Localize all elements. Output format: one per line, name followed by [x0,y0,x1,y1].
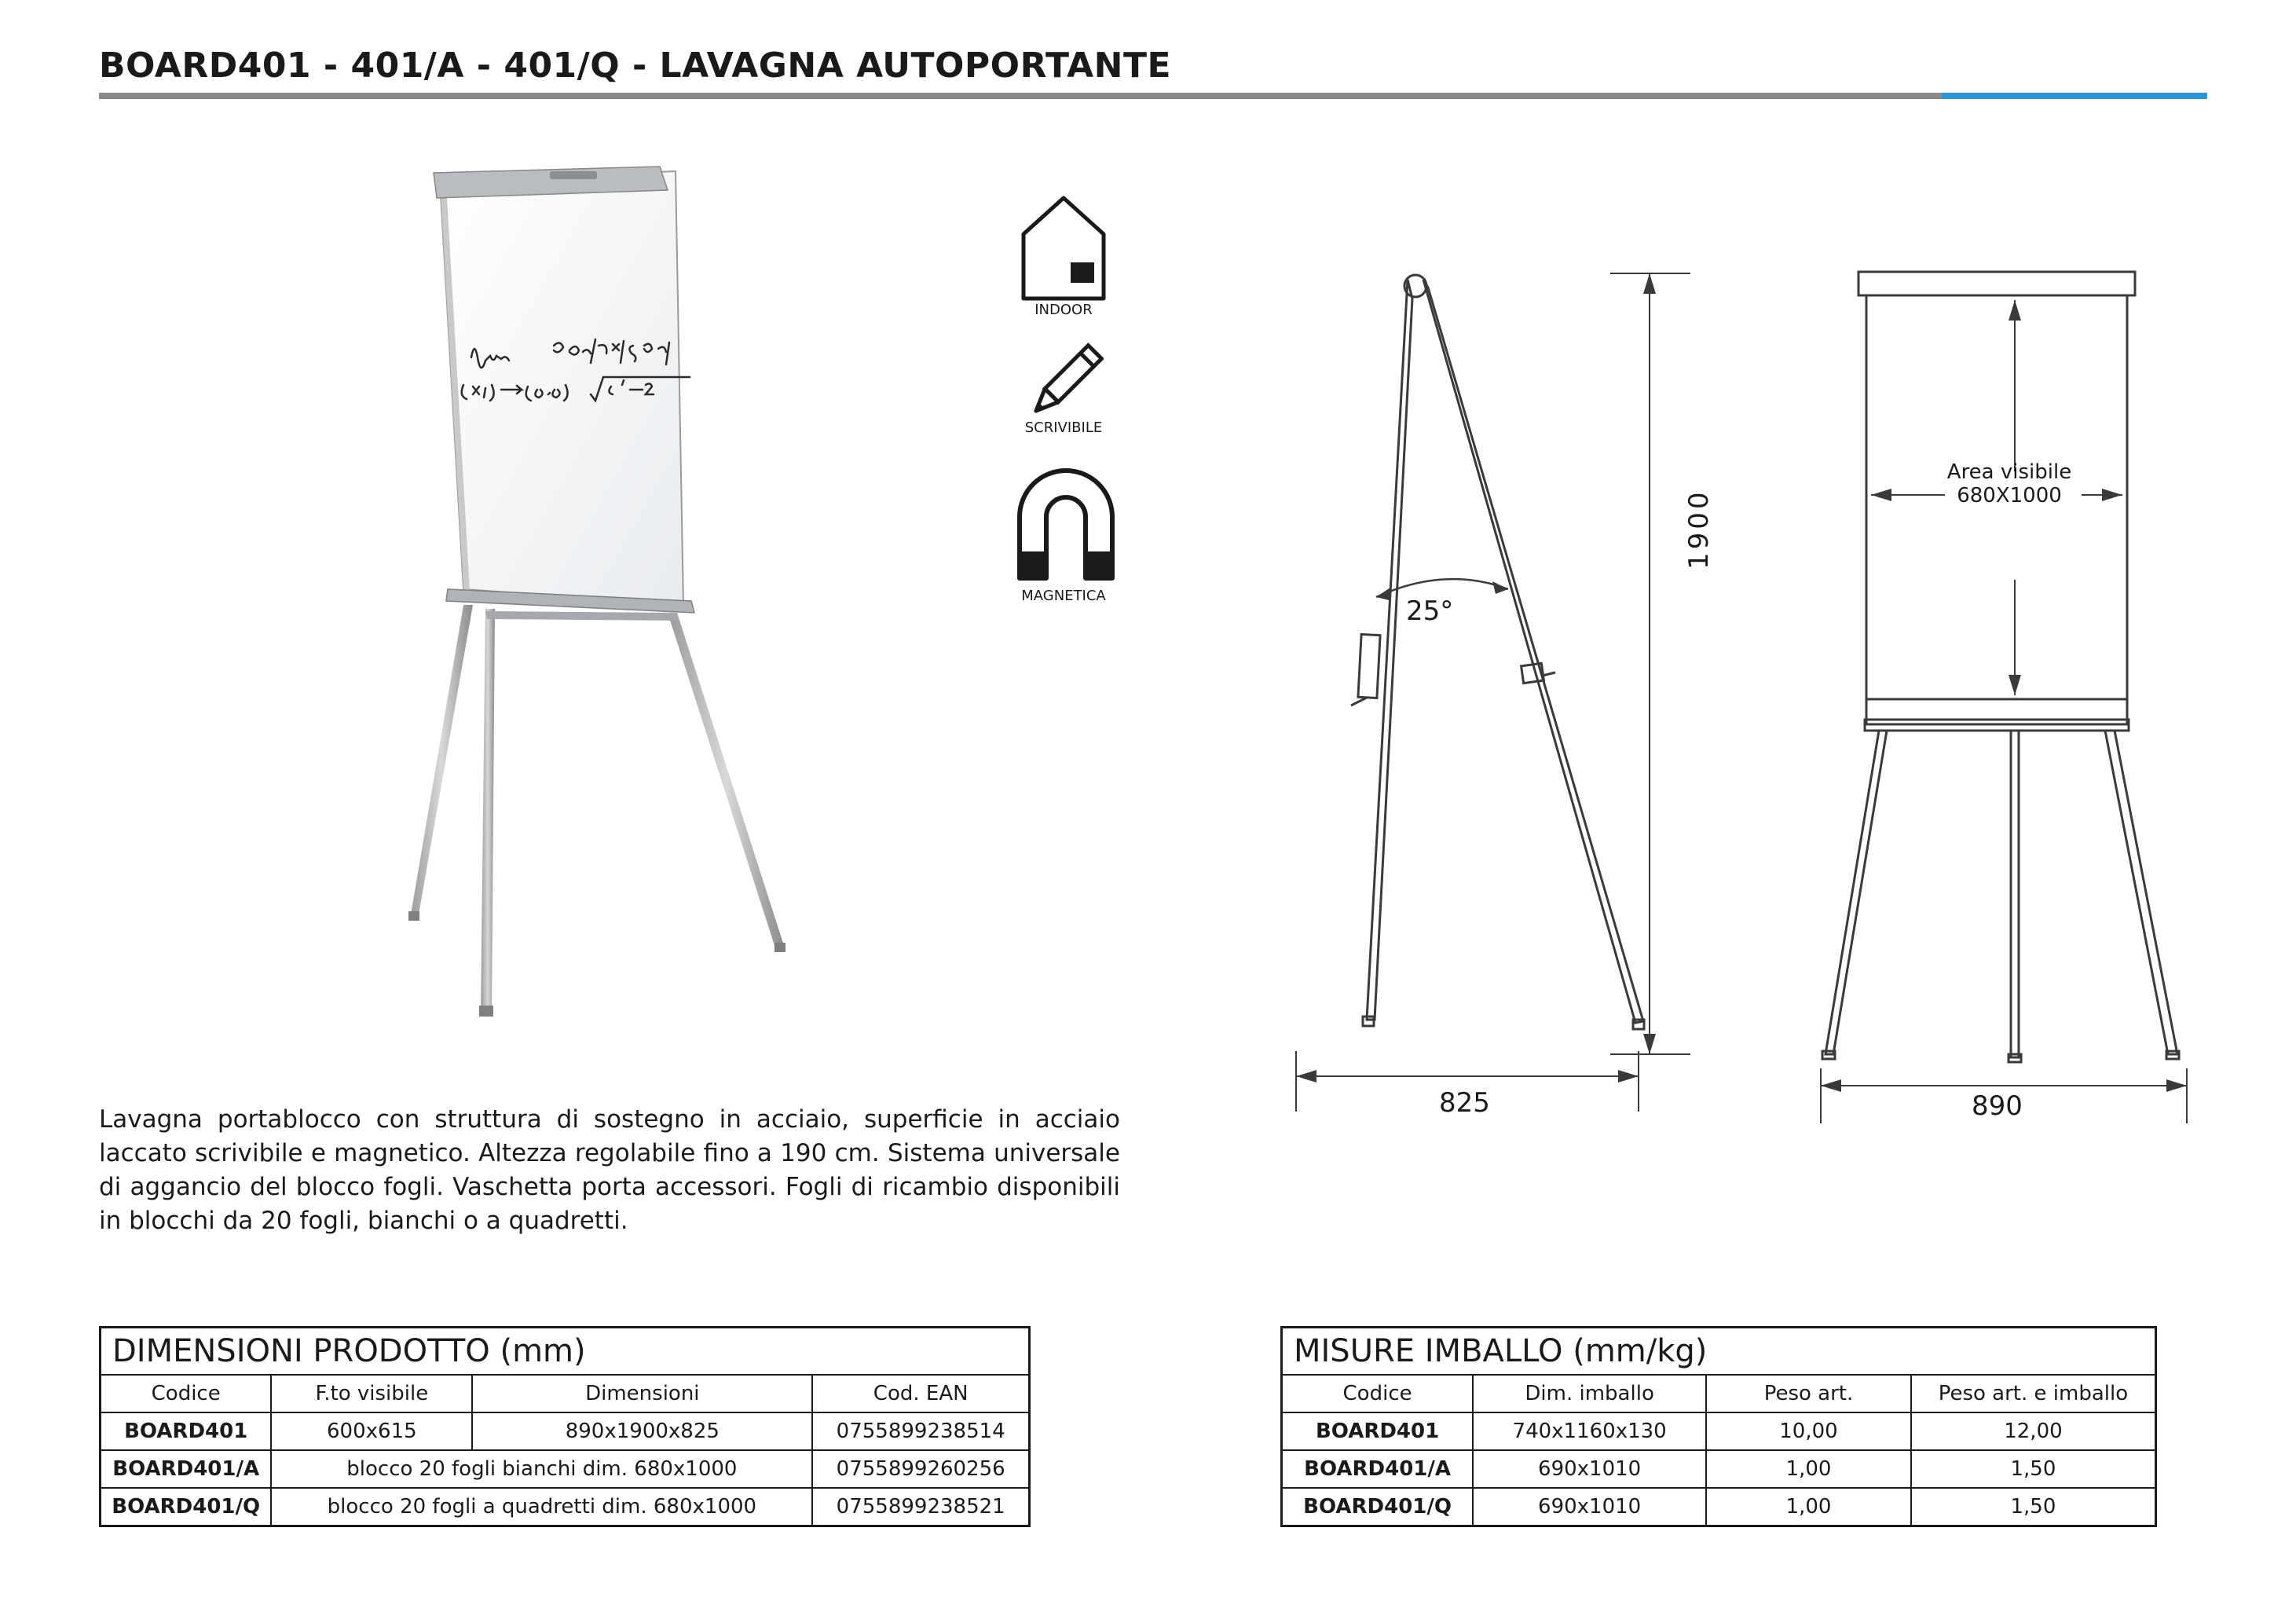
pencil-label: SCRIVIBILE [1024,419,1103,436]
package-dimensions: 740x1160x130 [1473,1412,1706,1450]
gross-weight: 12,00 [1911,1412,2156,1450]
magnet-icon [1013,462,1119,581]
package-dimensions: 690x1010 [1473,1450,1706,1488]
product-dimensions-table [99,1326,1031,1527]
pencil-icon [1025,339,1104,426]
item-weight: 1,00 [1706,1450,1911,1488]
table-row [101,1412,1030,1450]
column-header: Dim. imballo [1473,1375,1706,1412]
magnet-label: MAGNETICA [1021,588,1106,604]
product-code: BOARD401/Q [101,1488,272,1526]
indoor-icon [1019,193,1108,303]
product-description: Lavagna portablocco con struttura di sostegno in acciaio, superficie in acciaio laccato scrivibile e magnetico. Altezza regolabile fino a 190 cm. Sistema universale di aggancio del blocco fogli. Vaschetta porta accessori. Fogli di ricambio disponibili in blocchi da 20 fogli, bianchi o a quadretti. [99,1105,1120,1235]
page-title: BOARD401 - 401/A - 401/Q - LAVAGNA AUTOPORTANTE [99,46,1172,86]
side-view-drawing [1273,251,1697,1139]
column-header: Peso art. e imballo [1911,1375,2156,1412]
refill-description: blocco 20 fogli a quadretti dim. 680x1000 [271,1488,812,1526]
table-row [1282,1450,2156,1488]
item-weight: 10,00 [1706,1412,1911,1450]
gross-weight: 1,50 [1911,1488,2156,1526]
product-code: BOARD401/A [1282,1450,1474,1488]
column-header: Codice [1282,1375,1474,1412]
column-header: Cod. EAN [812,1375,1029,1412]
product-photo [346,149,801,1076]
title-rule-accent [1942,93,2207,99]
product-code: BOARD401 [1282,1412,1474,1450]
table-header-row [1282,1375,2156,1412]
front-width-label: 890 [1972,1090,2023,1122]
refill-description: blocco 20 fogli bianchi dim. 680x1000 [271,1450,812,1488]
ean-code: 0755899260256 [812,1450,1029,1488]
ean-code: 0755899238514 [812,1412,1029,1450]
visible-area-size: 680X1000 [1957,484,2062,507]
visible-area-label: Area visibile [1946,460,2072,484]
front-view-drawing [1807,259,2215,1131]
table-row [101,1450,1030,1488]
height-label: 1900 [1683,489,1715,570]
column-header: Codice [101,1375,272,1412]
product-code: BOARD401 [101,1412,272,1450]
product-code: BOARD401/Q [1282,1488,1474,1526]
column-header: Peso art. [1706,1375,1911,1412]
table-caption: MISURE IMBALLO (mm/kg) [1282,1328,2156,1376]
table-header-row [101,1375,1030,1412]
indoor-label: INDOOR [1034,302,1093,318]
table-row [101,1488,1030,1526]
product-code: BOARD401/A [101,1450,272,1488]
ean-code: 0755899238521 [812,1488,1029,1526]
title-rule [99,93,1942,99]
packaging-table [1280,1326,2157,1527]
visible-format: 600x615 [271,1412,472,1450]
table-row [1282,1488,2156,1526]
gross-weight: 1,50 [1911,1450,2156,1488]
angle-label: 25° [1406,595,1454,627]
side-width-label: 825 [1439,1087,1490,1119]
item-weight: 1,00 [1706,1488,1911,1526]
table-caption: DIMENSIONI PRODOTTO (mm) [101,1328,1030,1376]
column-header: F.to visibile [271,1375,472,1412]
table-row [1282,1412,2156,1450]
column-header: Dimensioni [472,1375,812,1412]
package-dimensions: 690x1010 [1473,1488,1706,1526]
dimensions: 890x1900x825 [472,1412,812,1450]
